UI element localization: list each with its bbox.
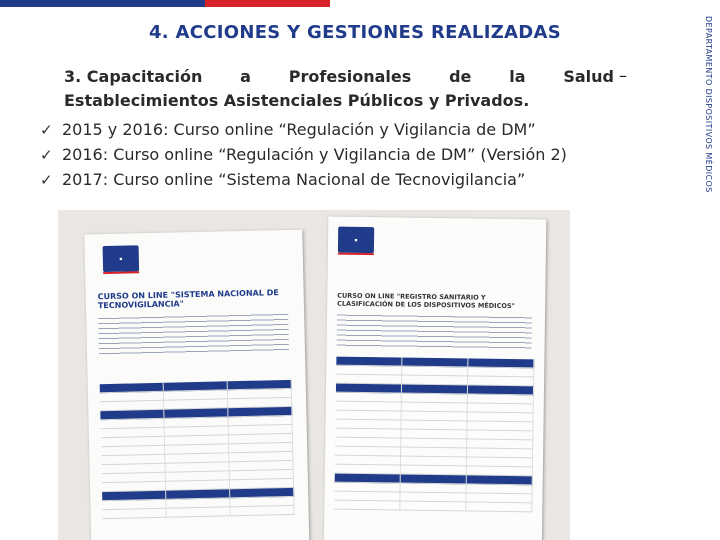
list-item bbox=[40, 120, 680, 145]
section-heading bbox=[64, 65, 614, 113]
department-label-text: DEPARTAMENTO DISPOSITIVOS MÉDICOS bbox=[704, 16, 713, 193]
slide-title: 4. ACCIONES Y GESTIONES REALIZADAS bbox=[148, 22, 562, 43]
heading-dash: – bbox=[619, 66, 627, 85]
top-accent-bar bbox=[0, 0, 720, 7]
flyer-registro-sanitario bbox=[324, 216, 547, 540]
heading-word: Salud bbox=[563, 67, 614, 86]
flyer-schedule-table bbox=[334, 357, 534, 513]
minsal-logo-icon: ■ bbox=[103, 245, 140, 272]
minsal-logo-icon: ■ bbox=[338, 227, 374, 254]
bullet-list bbox=[40, 120, 680, 195]
bullet-text: 2015 y 2016: Curso online “Regulación y Vigilancia de DM” bbox=[62, 120, 536, 139]
heading-word: a bbox=[240, 67, 251, 86]
accent-bar-red bbox=[205, 0, 330, 7]
checkmark-icon: ✓ bbox=[40, 171, 53, 189]
heading-word: la bbox=[509, 67, 526, 86]
flyer-tecnovigilancia bbox=[84, 230, 309, 540]
logo-red-stripe bbox=[338, 253, 374, 256]
heading-word: 3. Capacitación bbox=[64, 67, 203, 86]
flyer-body-text bbox=[98, 312, 289, 356]
flyer-schedule-table bbox=[100, 380, 295, 519]
table-row bbox=[334, 501, 532, 513]
course-flyers-photo bbox=[58, 210, 570, 540]
flyer-heading: CURSO ON LINE "REGISTRO SANITARIO Y CLASIFICACIÓN DE LOS DISPOSITIVOS MÉDICOS" bbox=[337, 291, 516, 310]
list-item bbox=[40, 145, 680, 170]
bullet-text: 2016: Curso online “Regulación y Vigilancia de DM” (Versión 2) bbox=[62, 145, 567, 164]
section-heading-line-1 bbox=[64, 65, 614, 89]
section-heading-line-2: Establecimientos Asistenciales Públicos y Privados. bbox=[64, 91, 530, 110]
department-side-label bbox=[699, 6, 719, 540]
heading-word: Profesionales bbox=[288, 67, 412, 86]
flyer-body-text bbox=[337, 313, 532, 352]
flyer-heading: CURSO ON LINE "SISTEMA NACIONAL DE TECNOVIGILANCIA" bbox=[97, 288, 279, 311]
checkmark-icon: ✓ bbox=[40, 121, 53, 139]
logo-red-stripe bbox=[103, 271, 139, 274]
bullet-text: 2017: Curso online “Sistema Nacional de Tecnovigilancia” bbox=[62, 170, 526, 189]
list-item bbox=[40, 170, 680, 195]
heading-word: de bbox=[449, 67, 472, 86]
checkmark-icon: ✓ bbox=[40, 146, 53, 164]
accent-bar-blue bbox=[0, 0, 205, 7]
